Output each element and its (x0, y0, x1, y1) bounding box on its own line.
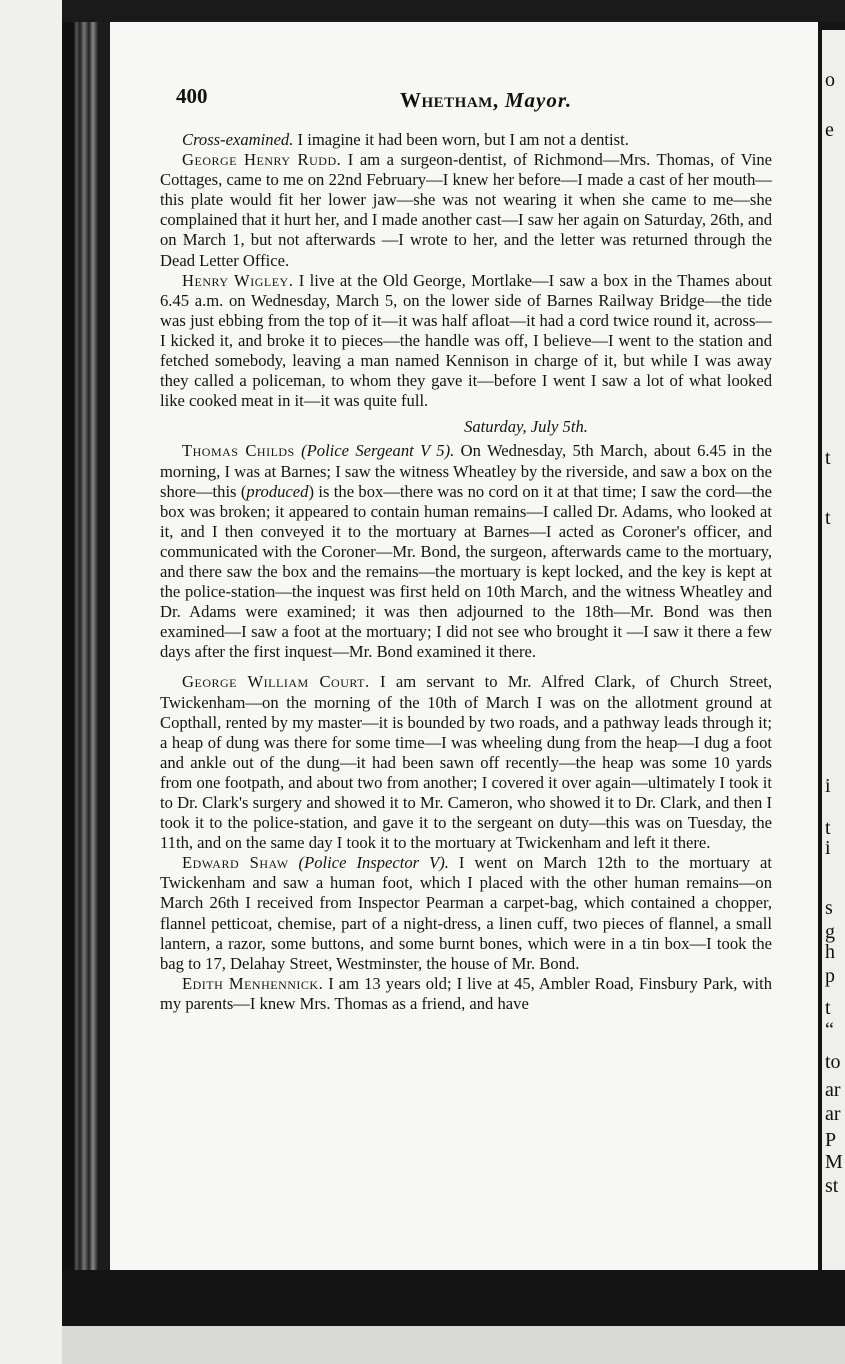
running-head (400, 88, 572, 113)
date-heading: Saturday, July 5th. (464, 417, 588, 437)
running-head-name: Whetham, (400, 88, 499, 112)
page-number: 400 (176, 84, 208, 108)
facing-fragment: p (825, 965, 835, 987)
facing-fragment: P (825, 1129, 837, 1151)
witness-name: George Henry Rudd. (182, 150, 342, 170)
facing-fragment: o (825, 69, 835, 91)
paragraph-childs (160, 441, 772, 662)
scan-bottom-edge (62, 1270, 845, 1326)
witness-role: (Police Sergeant V 5). (294, 441, 455, 461)
facing-fragment: t (825, 447, 831, 469)
paragraph-label: Cross-examined. (182, 130, 294, 149)
book-page (110, 22, 818, 1272)
facing-fragment: g (825, 921, 835, 943)
paragraph-cross-examined (160, 130, 772, 150)
facing-fragment: t (825, 507, 831, 529)
facing-fragment: t (825, 817, 831, 839)
witness-name: Edward Shaw (182, 853, 289, 873)
scan-left-margin (0, 0, 62, 1364)
facing-fragment: i (825, 837, 831, 859)
scan-top-edge (0, 0, 845, 22)
paragraph-text: I live at the Old George, Mortlake—I saw a box in the Thames about 6.45 a.m. on Wednesday, March 5, on the lower side of Barnes Railway Bridge—the tide was just ebbing from the top of it—it was half afloat—it had a cord twice round it, across—I kicked it, and broke it to pieces—the handle was off, I believe—I went to the station and fetched somebody, leaving a man named Kennison in charge of it, but while I was away they called a policeman, to whom they gave it—before I went I saw a lot of what looked like cooked meat in it—it was quite full. (160, 270, 772, 411)
facing-fragment: e (825, 119, 834, 141)
paragraph-text: I imagine it had been worn, but I am not a dentist. (293, 130, 629, 149)
facing-fragment: ar (825, 1079, 841, 1101)
facing-fragment: st (825, 1175, 839, 1197)
facing-fragment: s (825, 897, 833, 919)
paragraph-text: I am servant to Mr. Alfred Clark, of Church Street, Twickenham—on the morning of the 10th of March I was on the allotment ground at Copthall, rented by my master—it is bounded by two roads, and a pathway leads through it; a heap of dung was there for some time—I was wheeling dung from the heap—I dug a foot and ankle out of the dung—it had been sawn off recently—the heap was some 10 yards from one footpath, and about two from another; I covered it over again—ultimately I took it to Dr. Clark's surgery and showed it to Mr. Cameron, who showed it to Dr. Clark, and then I took it to the police-station, and gave it to the sergeant on duty—this was on Tuesday, the 11th, and on the same day I took it to the mortuary at Twickenham and left it there. (160, 672, 772, 853)
page-body (160, 130, 772, 1014)
produced-note: produced (246, 481, 309, 501)
paragraph-wigley (160, 271, 772, 412)
paragraph-text: I am 13 years old; I live at 45, Ambler Road, Finsbury Park, with my parents—I knew Mrs. Thomas as a friend, and have (160, 973, 772, 1013)
paragraph-text: I am a surgeon-dentist, of Richmond—Mrs. Thomas, of Vine Cottages, came to me on 22nd February—I knew her before—I made a cast of her mouth—this plate would fit her lower jaw—she was not wearing it when she came to me—she complained that it hurt her, and I made another cast—I saw her again on Saturday, 26th, and on March 1, but not afterwards —I wrote to her, and the letter was returned through the Dead Letter Office. (160, 150, 772, 270)
witness-name: Henry Wigley. (182, 270, 294, 290)
witness-role: (Police Inspector V). (288, 853, 449, 873)
paragraph-text: I went on March 12th to the mortuary at Twickenham and saw a human foot, which I placed with the other human remains—on March 26th I received from Inspector Pearman a carpet-bag, which contained a chopper, flannel petticoat, chemise, part of a night-dress, a linen cuff, two pieces of flannel, a small lantern, a razor, some buttons, and some burnt bones, which were in a tin box—I took the bag to 17, Delahay Street, Westminster, the house of Mr. Bond. (160, 853, 773, 973)
witness-name: George William Court. (182, 672, 370, 692)
witness-name: Thomas Childs (182, 441, 295, 461)
paragraph-menhennick (160, 974, 772, 1014)
facing-page-edge (822, 30, 845, 1270)
facing-fragment: t (825, 997, 831, 1019)
facing-fragment: M (825, 1151, 843, 1173)
running-head-title: Mayor. (504, 88, 573, 112)
paragraph-text: On Wednesday, 5th March, about 6.45 in the morning, I was at Barnes; I saw the witness Wheatley by the riverside, and saw a box on the shore—this ( (160, 441, 773, 501)
facing-fragment: “ (825, 1019, 834, 1041)
book-binding (62, 22, 110, 1297)
paragraph-text: ) is the box—there was no cord on it at that time; I saw the cord—the box was broken; it appeared to contain human remains—I called Dr. Adams, who looked at it, and I then conveyed it to the mortuary at Barnes—I acted as Coroner's officer, and communicated with the Coroner—Mr. Bond, the surgeon, afterwards came to the mortuary, and there saw the box and the remains—the mortuary is kept locked, and the key is kept at the police-station—the inquest was first held on 10th March, and the witness Wheatley and Dr. Adams were examined; it was then adjourned to the 18th—Mr. Bond was then examined—I saw a foot at the mortuary; I did not see who brought it —I saw it there a few days after the first inquest—Mr. Bond examined it there. (160, 481, 773, 662)
paragraph-rudd (160, 150, 772, 271)
paragraph-shaw (160, 853, 772, 974)
facing-fragment: i (825, 775, 831, 797)
facing-fragment: h (825, 941, 835, 963)
page-header (110, 82, 818, 122)
facing-fragment: to (825, 1051, 841, 1073)
spacer (160, 662, 772, 672)
paragraph-court (160, 672, 772, 853)
facing-fragment: ar (825, 1103, 841, 1125)
witness-name: Edith Menhennick. (182, 973, 324, 993)
